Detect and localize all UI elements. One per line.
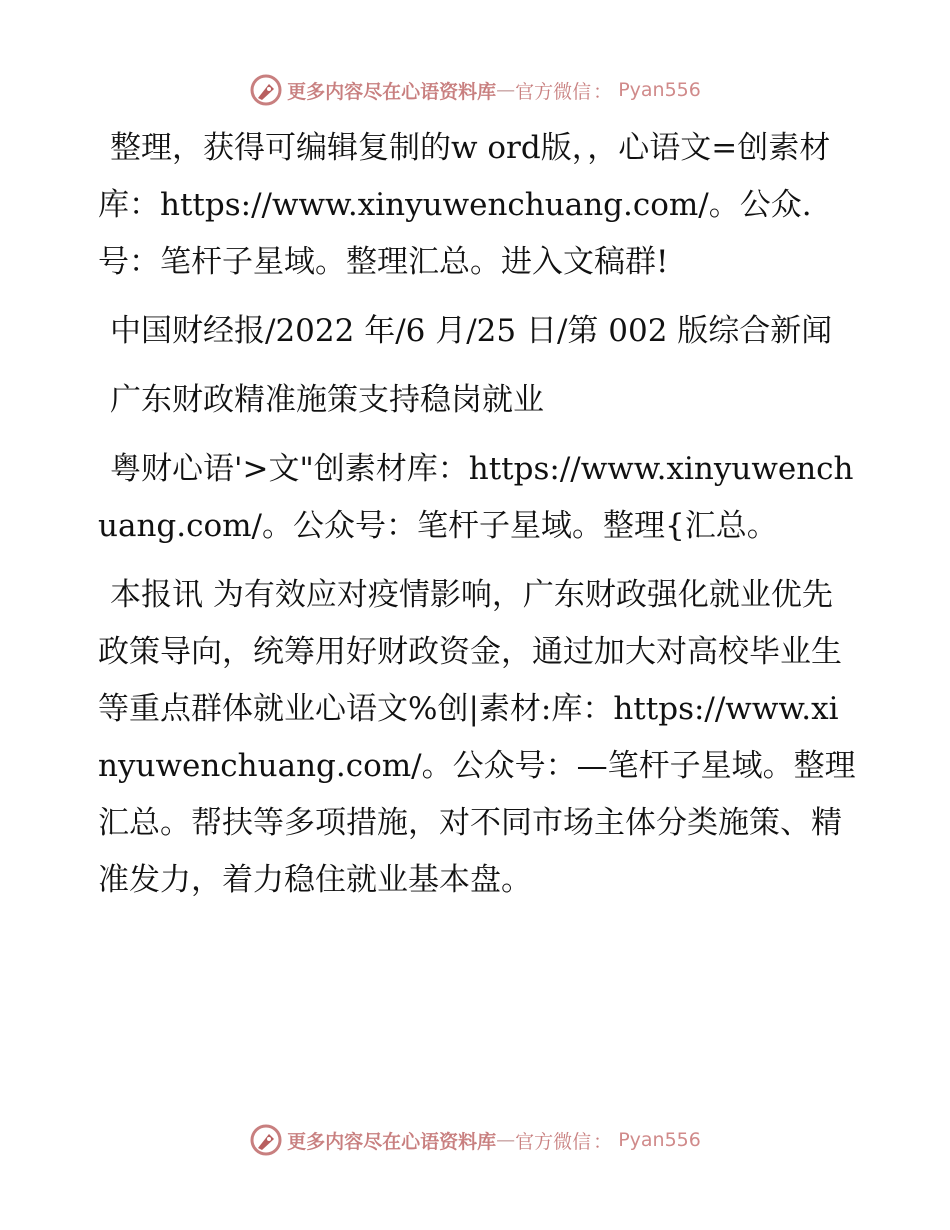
- footer-banner: [0, 1120, 950, 1160]
- document-body: [98, 120, 858, 921]
- banner-colon: ：: [593, 80, 613, 103]
- paragraph-intro: 整理，获得可编辑复制的w ord版，，心语文=创素材库：https://www.xinyuwenchuang.com/。公众.号：笔杆子星域。整理汇总。进入文稿群!: [98, 130, 831, 280]
- paragraph-body: 本报讯 为有效应对疫情影响，广东财政强化就业优先政策导向，统筹用好财政资金，通过加大对高校毕业生等重点群体就业心语文%创|素材:库：https://www.xinyuwenchuang.com/。公众号：—笔杆子星域。整理汇总。帮扶等多项措施，对不同市场主体分类施策、精准发力，着力稳住就业基本盘。: [98, 577, 856, 898]
- paragraph-byline: 粤财心语'>文"创素材库：https://www.xinyuwenchuang.com/。公众号：笔杆子星域。整理{汇总。: [98, 451, 854, 544]
- paragraph-source: 中国财经报/2022 年/6 月/25 日/第 002 版综合新闻: [110, 313, 833, 349]
- banner-wechat-label: 官方微信: [515, 80, 592, 103]
- pen-nib-logo-icon: [249, 1123, 283, 1157]
- banner-separator: —: [496, 1129, 516, 1151]
- banner-wechat-id: Pyan556: [618, 79, 701, 101]
- header-banner: [0, 70, 950, 110]
- banner-colon: ：: [593, 1130, 613, 1153]
- banner-wechat-id: Pyan556: [618, 1129, 701, 1151]
- pen-nib-logo-icon: [249, 73, 283, 107]
- banner-wechat-label: 官方微信: [515, 1130, 592, 1153]
- banner-separator: —: [496, 79, 516, 101]
- article-title: 广东财政精准施策支持稳岗就业: [110, 382, 544, 418]
- banner-main-text: 更多内容尽在心语资料库: [287, 80, 497, 103]
- banner-main-text: 更多内容尽在心语资料库: [287, 1130, 497, 1153]
